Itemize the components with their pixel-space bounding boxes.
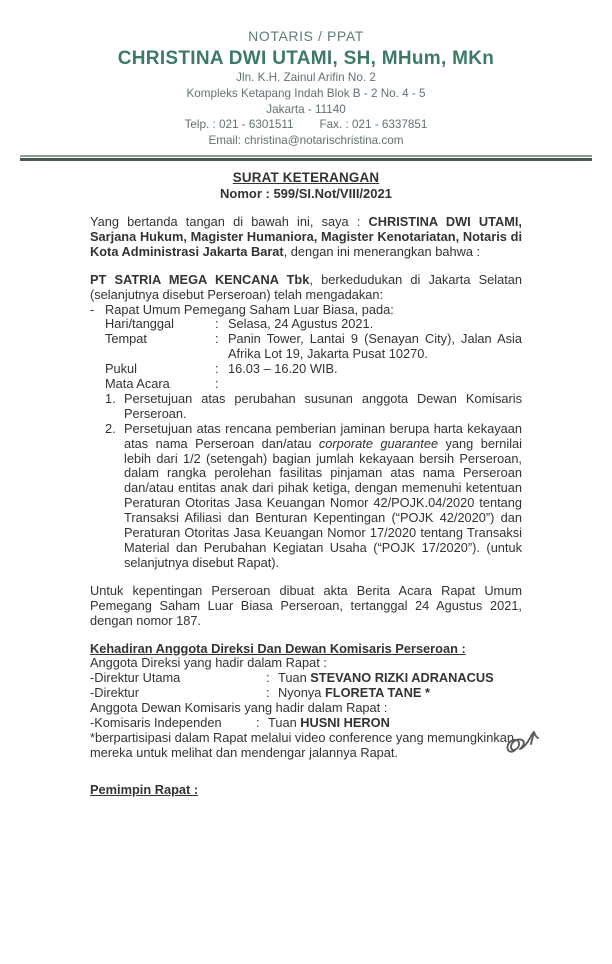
attendance-colon: :	[266, 670, 270, 686]
attendance-colon: :	[256, 715, 260, 731]
person-name: FLORETA TANE *	[324, 685, 430, 701]
detail-colon: :	[215, 376, 219, 392]
letterhead-divider	[20, 155, 592, 161]
detail-label: Mata Acara	[105, 376, 170, 392]
agenda-italic-term: corporate guarantee	[318, 435, 439, 451]
divider-thick-line	[20, 158, 592, 161]
document-number: Nomor : 599/SI.Not/VIII/2021	[220, 185, 392, 201]
divider-thin-line	[20, 155, 592, 157]
agenda-number: 2.	[105, 420, 116, 436]
agenda-text: Persetujuan atas perubahan susunan anggota Dewan Komisaris Perseroan.	[124, 390, 522, 421]
intro-text-1: Yang bertanda tangan di bawah ini, saya :	[90, 213, 369, 229]
detail-colon: :	[215, 361, 219, 377]
agenda-text	[124, 422, 522, 571]
address-line-2: Kompleks Ketapang Indah Blok B - 2 No. 4 - 5	[186, 86, 426, 100]
deed-paragraph: Untuk kepentingan Perseroan dibuat akta Berita Acara Rapat Umum Pemegang Saham Luar Biasa Perseroan, tertanggal 24 Agustus 2021, dengan nomor 187.	[90, 582, 522, 628]
detail-value: 16.03 – 16.20 WIB.	[228, 361, 338, 377]
notary-name: CHRISTINA DWI UTAMI, SH, MHum, MKn	[117, 48, 495, 69]
video-conference-footnote: *berpartisipasi dalam Rapat melalui video conference yang memungkinkan mereka untuk melihat dan mendengar jalannya Rapat.	[90, 729, 514, 760]
company-paragraph	[90, 273, 522, 303]
attendance-colon: :	[266, 685, 270, 701]
direksi-intro: Anggota Direksi yang hadir dalam Rapat :	[90, 655, 327, 671]
agenda-text-part-2: yang bernilai lebih dari 1/2 (setengah) bagian jumlah kekayaan bersih Perseroan, dalam rangka perolehan fasilitas pinjaman atas nama Perseroan dan/atau entitas anak dari pihak ketiga, dengan memenuhi ketentuan Peraturan Otoritas Jasa Keuangan Nomor 42/POJK.04/2020 tentang Transaksi Afiliasi dan Benturan Kepentingan (“POJK 42/2020”) dan Peraturan Otoritas Jasa Keuangan Nomor 17/2020 tentang Transaksi Material dan Perubahan Kegiatan Usaha (“POJK 17/2020”). (untuk selanjutnya disebut Rapat).	[124, 435, 523, 570]
detail-label: Tempat	[105, 331, 147, 347]
person-name: HUSNI HERON	[300, 715, 390, 731]
phone-fax-line	[0, 117, 612, 133]
detail-label: Pukul	[105, 361, 138, 377]
attendance-row-direktur	[90, 686, 522, 701]
telephone-number: Telp. : 021 - 6301511	[184, 118, 294, 132]
letterhead	[0, 0, 612, 149]
attendance-role: -Direktur Utama	[90, 670, 181, 686]
komisaris-intro: Anggota Dewan Komisaris yang hadir dalam Rapat :	[90, 700, 388, 716]
meeting-detail-row-day	[90, 317, 522, 332]
honorific: Tuan	[268, 715, 301, 731]
notary-full-credentials: CHRISTINA DWI UTAMI, Sarjana Hukum, Magister Humaniora, Magister Kenotariatan, Notaris di Kota Administrasi Jakarta Barat	[90, 213, 522, 259]
document-title: SURAT KETERANGAN	[232, 169, 380, 185]
agenda-item-1	[90, 392, 522, 422]
profession-title: NOTARIS / PPAT	[248, 28, 364, 44]
meeting-detail-row-time	[90, 362, 522, 377]
agenda-text-part-1: Persetujuan atas rencana pemberian jaminan berupa harta kekayaan atas nama Perseroan dan/atau	[124, 420, 522, 451]
meeting-detail-row-agenda	[90, 377, 522, 392]
agenda-number: 1.	[105, 390, 116, 406]
attendance-person	[268, 716, 390, 731]
attendance-role: -Direktur	[90, 685, 140, 701]
letter-body	[0, 170, 612, 798]
meeting-bullet-row	[90, 303, 522, 318]
document-title-block	[90, 170, 522, 202]
detail-colon: :	[215, 331, 219, 347]
company-name: PT SATRIA MEGA KENCANA Tbk	[90, 271, 310, 287]
detail-colon: :	[215, 316, 219, 332]
company-text: , berkedudukan di Jakarta Selatan (selanjutnya disebut Perseroan) telah mengadakan:	[90, 271, 522, 302]
email-line: Email: christina@notarischristina.com	[208, 134, 404, 148]
signature-paraph-icon	[503, 726, 545, 768]
address-line-1: Jln. K.H. Zainul Arifin No. 2	[236, 71, 376, 84]
chairman-heading: Pemimpin Rapat :	[90, 781, 199, 797]
detail-label: Hari/tanggal	[105, 316, 175, 332]
intro-paragraph	[90, 215, 522, 260]
honorific: Nyonya	[278, 685, 325, 701]
attendance-row-komisaris-independen	[90, 716, 522, 731]
agenda-item-2	[90, 422, 522, 571]
fax-number: Fax. : 021 - 6337851	[319, 118, 428, 132]
person-name: STEVANO RIZKI ADRANACUS	[310, 670, 494, 686]
meeting-detail-row-place	[90, 332, 522, 362]
attendance-person	[278, 671, 494, 686]
address-line-3: Jakarta - 11140	[266, 102, 346, 116]
attendance-person	[278, 686, 430, 701]
detail-value	[228, 377, 522, 392]
attendance-heading: Kehadiran Anggota Direksi Dan Dewan Komisaris Perseroan :	[90, 640, 466, 656]
attendance-row-direktur-utama	[90, 671, 522, 686]
intro-text-2: , dengan ini menerangkan bahwa :	[283, 243, 481, 259]
attendance-role: -Komisaris Independen	[90, 715, 222, 731]
meeting-intro: Rapat Umum Pemegang Saham Luar Biasa, pada:	[105, 301, 394, 317]
detail-value: Selasa, 24 Agustus 2021.	[228, 316, 374, 332]
bullet-dash: -	[90, 301, 95, 317]
honorific: Tuan	[278, 670, 311, 686]
detail-value: Panin Tower, Lantai 9 (Senayan City), Jalan Asia Afrika Lot 19, Jakarta Pusat 10270.	[228, 331, 522, 362]
